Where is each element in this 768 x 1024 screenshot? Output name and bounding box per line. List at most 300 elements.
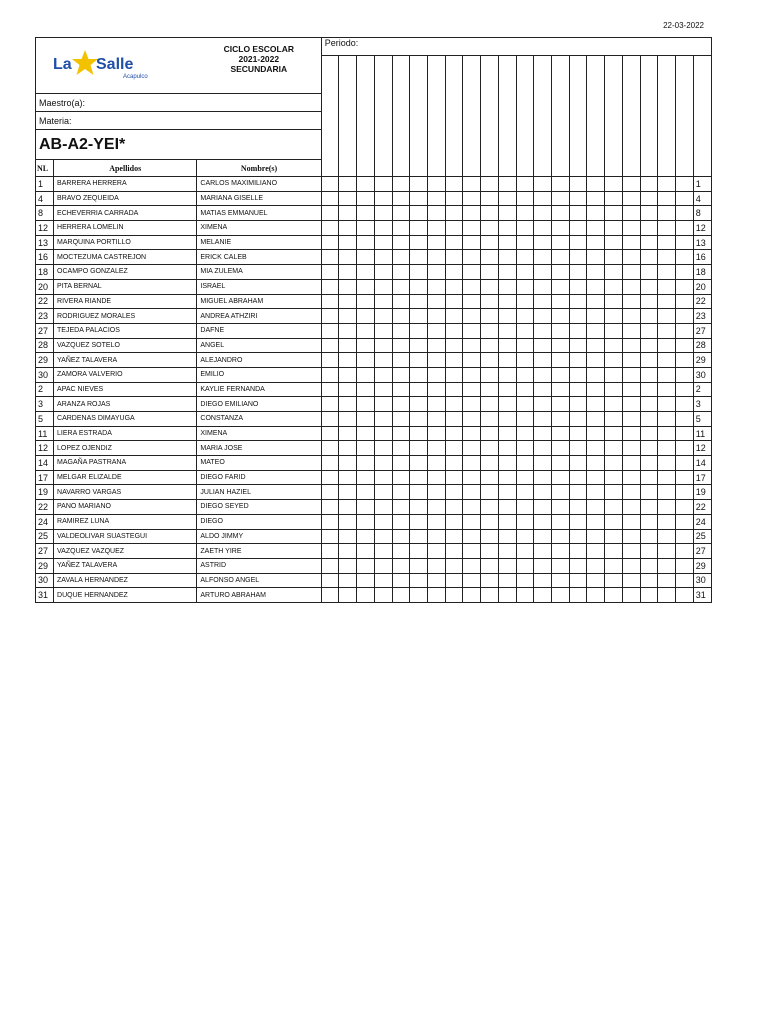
attendance-cell[interactable] [640,470,658,485]
attendance-cell[interactable] [339,500,357,515]
attendance-cell[interactable] [463,500,481,515]
attendance-cell[interactable] [498,191,516,206]
attendance-cell[interactable] [605,470,623,485]
attendance-cell[interactable] [676,367,694,382]
attendance-cell[interactable] [374,558,392,573]
attendance-cell[interactable] [640,382,658,397]
attendance-cell[interactable] [587,500,605,515]
attendance-cell[interactable] [622,573,640,588]
attendance-cell[interactable] [658,441,676,456]
attendance-cell[interactable] [658,573,676,588]
attendance-cell[interactable] [552,338,570,353]
attendance-cell[interactable] [498,470,516,485]
header-grid-cell-20[interactable] [658,56,676,177]
attendance-cell[interactable] [605,412,623,427]
attendance-cell[interactable] [569,250,587,265]
attendance-cell[interactable] [357,485,375,500]
attendance-cell[interactable] [622,177,640,192]
attendance-cell[interactable] [392,206,410,221]
attendance-cell[interactable] [339,309,357,324]
attendance-cell[interactable] [587,191,605,206]
attendance-cell[interactable] [534,529,552,544]
attendance-cell[interactable] [463,485,481,500]
attendance-cell[interactable] [552,514,570,529]
attendance-cell[interactable] [481,397,499,412]
attendance-cell[interactable] [445,367,463,382]
attendance-cell[interactable] [605,441,623,456]
attendance-cell[interactable] [481,412,499,427]
attendance-cell[interactable] [587,382,605,397]
attendance-cell[interactable] [463,279,481,294]
attendance-cell[interactable] [339,412,357,427]
attendance-cell[interactable] [516,367,534,382]
attendance-cell[interactable] [481,588,499,603]
attendance-cell[interactable] [339,367,357,382]
attendance-cell[interactable] [640,279,658,294]
attendance-cell[interactable] [552,529,570,544]
attendance-cell[interactable] [339,426,357,441]
attendance-cell[interactable] [534,353,552,368]
attendance-cell[interactable] [605,397,623,412]
attendance-cell[interactable] [357,573,375,588]
attendance-cell[interactable] [498,206,516,221]
attendance-cell[interactable] [516,221,534,236]
attendance-cell[interactable] [622,294,640,309]
attendance-cell[interactable] [605,456,623,471]
attendance-cell[interactable] [587,221,605,236]
attendance-cell[interactable] [622,221,640,236]
attendance-cell[interactable] [605,338,623,353]
attendance-cell[interactable] [534,309,552,324]
attendance-cell[interactable] [498,456,516,471]
attendance-cell[interactable] [516,235,534,250]
attendance-cell[interactable] [676,412,694,427]
attendance-cell[interactable] [410,470,428,485]
attendance-cell[interactable] [392,323,410,338]
attendance-cell[interactable] [569,294,587,309]
attendance-cell[interactable] [605,191,623,206]
attendance-cell[interactable] [357,367,375,382]
attendance-cell[interactable] [622,265,640,280]
attendance-cell[interactable] [339,485,357,500]
attendance-cell[interactable] [569,514,587,529]
attendance-cell[interactable] [640,500,658,515]
attendance-cell[interactable] [622,191,640,206]
attendance-cell[interactable] [516,323,534,338]
attendance-cell[interactable] [569,206,587,221]
attendance-cell[interactable] [569,382,587,397]
attendance-cell[interactable] [428,470,446,485]
attendance-cell[interactable] [445,426,463,441]
attendance-cell[interactable] [534,456,552,471]
attendance-cell[interactable] [587,441,605,456]
attendance-cell[interactable] [516,514,534,529]
attendance-cell[interactable] [569,573,587,588]
attendance-cell[interactable] [321,529,339,544]
attendance-cell[interactable] [605,588,623,603]
attendance-cell[interactable] [587,235,605,250]
attendance-cell[interactable] [463,573,481,588]
attendance-cell[interactable] [392,309,410,324]
attendance-cell[interactable] [552,573,570,588]
attendance-cell[interactable] [640,250,658,265]
attendance-cell[interactable] [605,558,623,573]
attendance-cell[interactable] [339,456,357,471]
attendance-cell[interactable] [357,514,375,529]
attendance-cell[interactable] [463,426,481,441]
header-grid-cell-15[interactable] [569,56,587,177]
attendance-cell[interactable] [357,250,375,265]
attendance-cell[interactable] [498,485,516,500]
attendance-cell[interactable] [392,412,410,427]
attendance-cell[interactable] [534,412,552,427]
attendance-cell[interactable] [428,265,446,280]
attendance-cell[interactable] [428,206,446,221]
attendance-cell[interactable] [605,500,623,515]
header-grid-cell-11[interactable] [498,56,516,177]
attendance-cell[interactable] [587,397,605,412]
header-grid-cell-10[interactable] [481,56,499,177]
attendance-cell[interactable] [569,309,587,324]
attendance-cell[interactable] [534,265,552,280]
attendance-cell[interactable] [428,529,446,544]
attendance-cell[interactable] [534,323,552,338]
attendance-cell[interactable] [410,529,428,544]
attendance-cell[interactable] [321,500,339,515]
attendance-cell[interactable] [410,279,428,294]
attendance-cell[interactable] [445,235,463,250]
attendance-cell[interactable] [357,265,375,280]
attendance-cell[interactable] [392,588,410,603]
attendance-cell[interactable] [640,558,658,573]
attendance-cell[interactable] [516,426,534,441]
attendance-cell[interactable] [428,221,446,236]
attendance-cell[interactable] [357,338,375,353]
attendance-cell[interactable] [605,485,623,500]
attendance-cell[interactable] [374,514,392,529]
attendance-cell[interactable] [569,177,587,192]
attendance-cell[interactable] [640,353,658,368]
attendance-cell[interactable] [658,544,676,559]
attendance-cell[interactable] [481,309,499,324]
attendance-cell[interactable] [552,177,570,192]
attendance-cell[interactable] [357,441,375,456]
attendance-cell[interactable] [481,544,499,559]
attendance-cell[interactable] [498,367,516,382]
attendance-cell[interactable] [481,338,499,353]
attendance-cell[interactable] [498,279,516,294]
attendance-cell[interactable] [676,221,694,236]
attendance-cell[interactable] [339,514,357,529]
attendance-cell[interactable] [445,412,463,427]
attendance-cell[interactable] [463,397,481,412]
attendance-cell[interactable] [640,206,658,221]
header-grid-cell-1[interactable] [321,56,339,177]
attendance-cell[interactable] [410,177,428,192]
attendance-cell[interactable] [481,514,499,529]
attendance-cell[interactable] [410,382,428,397]
attendance-cell[interactable] [428,191,446,206]
attendance-cell[interactable] [676,235,694,250]
attendance-cell[interactable] [676,500,694,515]
attendance-cell[interactable] [339,235,357,250]
attendance-cell[interactable] [374,382,392,397]
attendance-cell[interactable] [676,353,694,368]
attendance-cell[interactable] [410,588,428,603]
attendance-cell[interactable] [658,367,676,382]
attendance-cell[interactable] [587,309,605,324]
attendance-cell[interactable] [640,323,658,338]
attendance-cell[interactable] [392,221,410,236]
attendance-cell[interactable] [498,323,516,338]
attendance-cell[interactable] [428,235,446,250]
attendance-cell[interactable] [622,382,640,397]
attendance-cell[interactable] [445,588,463,603]
attendance-cell[interactable] [622,338,640,353]
attendance-cell[interactable] [622,514,640,529]
attendance-cell[interactable] [552,353,570,368]
attendance-cell[interactable] [357,558,375,573]
attendance-cell[interactable] [374,441,392,456]
attendance-cell[interactable] [569,500,587,515]
attendance-cell[interactable] [392,514,410,529]
attendance-cell[interactable] [321,397,339,412]
attendance-cell[interactable] [445,294,463,309]
attendance-cell[interactable] [445,382,463,397]
attendance-cell[interactable] [640,191,658,206]
attendance-cell[interactable] [552,544,570,559]
attendance-cell[interactable] [676,485,694,500]
attendance-cell[interactable] [516,382,534,397]
attendance-cell[interactable] [321,573,339,588]
attendance-cell[interactable] [676,397,694,412]
attendance-cell[interactable] [534,279,552,294]
attendance-cell[interactable] [445,221,463,236]
attendance-cell[interactable] [481,177,499,192]
attendance-cell[interactable] [374,323,392,338]
attendance-cell[interactable] [622,279,640,294]
attendance-cell[interactable] [357,529,375,544]
attendance-cell[interactable] [569,338,587,353]
attendance-cell[interactable] [622,250,640,265]
attendance-cell[interactable] [676,514,694,529]
attendance-cell[interactable] [357,426,375,441]
attendance-cell[interactable] [321,338,339,353]
attendance-cell[interactable] [410,485,428,500]
attendance-cell[interactable] [481,191,499,206]
attendance-cell[interactable] [640,529,658,544]
attendance-cell[interactable] [463,382,481,397]
attendance-cell[interactable] [463,206,481,221]
attendance-cell[interactable] [605,221,623,236]
attendance-cell[interactable] [392,279,410,294]
attendance-cell[interactable] [587,544,605,559]
attendance-cell[interactable] [463,367,481,382]
attendance-cell[interactable] [392,426,410,441]
attendance-cell[interactable] [658,397,676,412]
attendance-cell[interactable] [321,456,339,471]
attendance-cell[interactable] [640,235,658,250]
attendance-cell[interactable] [392,441,410,456]
attendance-cell[interactable] [321,353,339,368]
attendance-cell[interactable] [321,250,339,265]
attendance-cell[interactable] [622,500,640,515]
attendance-cell[interactable] [374,367,392,382]
attendance-cell[interactable] [392,456,410,471]
attendance-cell[interactable] [428,441,446,456]
attendance-cell[interactable] [481,558,499,573]
attendance-cell[interactable] [481,529,499,544]
attendance-cell[interactable] [552,441,570,456]
attendance-cell[interactable] [481,470,499,485]
attendance-cell[interactable] [587,485,605,500]
attendance-cell[interactable] [534,588,552,603]
attendance-cell[interactable] [463,441,481,456]
header-grid-cell-14[interactable] [552,56,570,177]
attendance-cell[interactable] [410,426,428,441]
attendance-cell[interactable] [392,235,410,250]
attendance-cell[interactable] [463,544,481,559]
attendance-cell[interactable] [392,485,410,500]
attendance-cell[interactable] [676,441,694,456]
attendance-cell[interactable] [569,412,587,427]
attendance-cell[interactable] [445,485,463,500]
attendance-cell[interactable] [463,265,481,280]
attendance-cell[interactable] [622,235,640,250]
attendance-cell[interactable] [658,177,676,192]
attendance-cell[interactable] [676,456,694,471]
attendance-cell[interactable] [481,265,499,280]
attendance-cell[interactable] [463,470,481,485]
attendance-cell[interactable] [428,514,446,529]
attendance-cell[interactable] [605,382,623,397]
attendance-cell[interactable] [339,470,357,485]
attendance-cell[interactable] [534,397,552,412]
attendance-cell[interactable] [357,279,375,294]
attendance-cell[interactable] [658,221,676,236]
attendance-cell[interactable] [321,235,339,250]
attendance-cell[interactable] [516,456,534,471]
attendance-cell[interactable] [605,279,623,294]
attendance-cell[interactable] [445,338,463,353]
attendance-cell[interactable] [374,485,392,500]
attendance-cell[interactable] [392,191,410,206]
attendance-cell[interactable] [392,294,410,309]
attendance-cell[interactable] [569,588,587,603]
attendance-cell[interactable] [498,382,516,397]
attendance-cell[interactable] [374,177,392,192]
attendance-cell[interactable] [552,323,570,338]
attendance-cell[interactable] [392,544,410,559]
attendance-cell[interactable] [676,426,694,441]
attendance-cell[interactable] [516,294,534,309]
attendance-cell[interactable] [481,485,499,500]
attendance-cell[interactable] [428,353,446,368]
attendance-cell[interactable] [339,544,357,559]
attendance-cell[interactable] [445,250,463,265]
attendance-cell[interactable] [481,206,499,221]
attendance-cell[interactable] [374,191,392,206]
attendance-cell[interactable] [587,353,605,368]
attendance-cell[interactable] [552,558,570,573]
attendance-cell[interactable] [445,265,463,280]
attendance-cell[interactable] [587,338,605,353]
attendance-cell[interactable] [428,177,446,192]
attendance-cell[interactable] [498,514,516,529]
attendance-cell[interactable] [676,529,694,544]
attendance-cell[interactable] [658,294,676,309]
attendance-cell[interactable] [321,558,339,573]
attendance-cell[interactable] [428,544,446,559]
attendance-cell[interactable] [357,221,375,236]
attendance-cell[interactable] [569,191,587,206]
attendance-cell[interactable] [445,353,463,368]
attendance-cell[interactable] [410,191,428,206]
attendance-cell[interactable] [516,279,534,294]
attendance-cell[interactable] [339,323,357,338]
attendance-cell[interactable] [676,573,694,588]
attendance-cell[interactable] [587,558,605,573]
attendance-cell[interactable] [410,338,428,353]
attendance-cell[interactable] [658,235,676,250]
attendance-cell[interactable] [392,177,410,192]
attendance-cell[interactable] [516,573,534,588]
attendance-cell[interactable] [445,206,463,221]
attendance-cell[interactable] [481,235,499,250]
attendance-cell[interactable] [676,323,694,338]
attendance-cell[interactable] [569,441,587,456]
attendance-cell[interactable] [498,353,516,368]
attendance-cell[interactable] [428,426,446,441]
attendance-cell[interactable] [658,485,676,500]
attendance-cell[interactable] [428,588,446,603]
attendance-cell[interactable] [463,338,481,353]
attendance-cell[interactable] [374,338,392,353]
attendance-cell[interactable] [552,235,570,250]
attendance-cell[interactable] [428,338,446,353]
header-grid-cell-18[interactable] [622,56,640,177]
attendance-cell[interactable] [374,250,392,265]
attendance-cell[interactable] [605,265,623,280]
attendance-cell[interactable] [552,309,570,324]
attendance-cell[interactable] [552,588,570,603]
attendance-cell[interactable] [569,323,587,338]
attendance-cell[interactable] [410,514,428,529]
attendance-cell[interactable] [498,221,516,236]
attendance-cell[interactable] [569,544,587,559]
attendance-cell[interactable] [587,294,605,309]
attendance-cell[interactable] [374,294,392,309]
header-grid-cell-12[interactable] [516,56,534,177]
attendance-cell[interactable] [374,397,392,412]
attendance-cell[interactable] [622,353,640,368]
attendance-cell[interactable] [392,573,410,588]
attendance-cell[interactable] [676,558,694,573]
attendance-cell[interactable] [339,558,357,573]
attendance-cell[interactable] [498,573,516,588]
attendance-cell[interactable] [640,338,658,353]
attendance-cell[interactable] [516,588,534,603]
attendance-cell[interactable] [445,177,463,192]
attendance-cell[interactable] [658,382,676,397]
attendance-cell[interactable] [552,500,570,515]
attendance-cell[interactable] [410,250,428,265]
attendance-cell[interactable] [498,426,516,441]
attendance-cell[interactable] [552,470,570,485]
attendance-cell[interactable] [410,323,428,338]
attendance-cell[interactable] [357,412,375,427]
attendance-cell[interactable] [410,367,428,382]
